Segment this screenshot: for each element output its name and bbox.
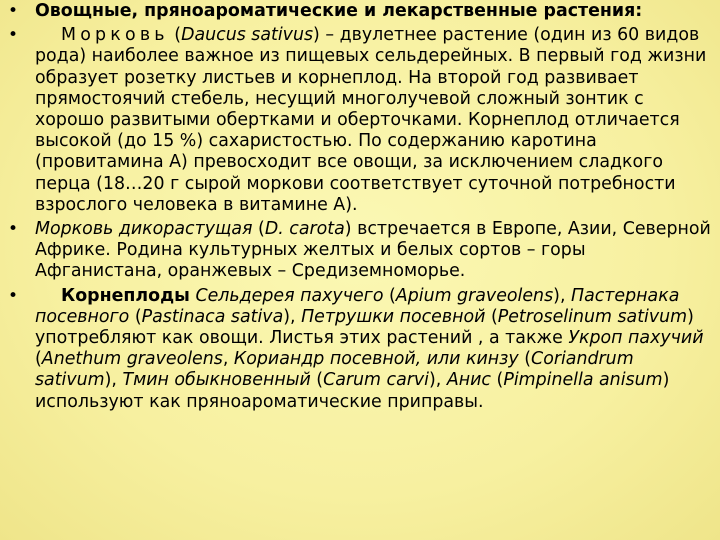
bullet-icon: • xyxy=(8,1,19,21)
latin-name: Petroselinum sativum xyxy=(497,306,688,327)
list-item xyxy=(8,219,713,283)
paren: ( xyxy=(252,219,265,240)
text-fragment: ), xyxy=(553,285,571,306)
bullet-icon: • xyxy=(8,25,19,46)
plant-name: Морковь дикорастущая xyxy=(35,219,253,240)
latin-name: Apium graveolens xyxy=(395,285,554,306)
latin-name: D. carota xyxy=(264,219,345,240)
plant-name: Сельдерея пахучего xyxy=(195,285,384,306)
text-fragment: ( xyxy=(485,306,498,327)
latin-name: Coriandrum sativum xyxy=(35,349,634,391)
bullet-icon: • xyxy=(8,219,19,240)
text-fragment: ), xyxy=(283,306,302,327)
paragraph-text: ) – двулетнее растение (один из 60 видов рода) наиболее важное из пищевых сельдерейных. В первый год жизни образует розетку листьев и корнеплод. На второй год развивает прямостоячий стебель, несущий многолучевой сложный зонтик с хорошо развитыми обертками и оберточками. Корнеплод отличается высокой (до 15 %) сахаристостью. По содержанию каротина (провитамина А) превосходит все овощи, за исключением сладкого перца (18…20 г сырой моркови соответствует суточной потребности взрослого человека в витамине А). xyxy=(35,25,707,215)
list-item xyxy=(8,25,713,216)
plant-name: Кориандр посевной, или кинзу xyxy=(233,349,519,370)
text-fragment: ( xyxy=(35,349,42,370)
bullet-list xyxy=(8,1,713,416)
text-fragment: ( xyxy=(129,306,142,327)
latin-name: Pastinaca sativa xyxy=(141,306,284,327)
latin-name: Daucus sativus xyxy=(181,25,314,46)
list-item xyxy=(8,1,713,22)
plant-name: Анис xyxy=(446,370,491,391)
plant-name: Укроп пахучий xyxy=(568,328,704,349)
paragraph-text: ) встречается в Европе, Азии, Северной Африке. Родина культурных желтых и белых сортов – горы Афганистана, оранжевых – Средиземноморье. xyxy=(35,219,711,282)
text-fragment: ) употребляют как овощи. Листья этих растений , а также xyxy=(35,306,694,349)
paren: ( xyxy=(168,25,182,46)
plant-name: Тмин обыкновенный xyxy=(122,370,311,391)
text-fragment: ( xyxy=(383,285,396,306)
text-fragment: , xyxy=(222,349,234,370)
latin-name: Anethum graveolens xyxy=(41,349,223,370)
section-heading: Овощные, пряноароматические и лекарственные растения: xyxy=(35,1,643,21)
text-fragment: ( xyxy=(310,370,324,391)
plant-name: Пастернака посевного xyxy=(35,285,680,327)
plant-name: Морковь xyxy=(61,25,169,46)
text-fragment: ( xyxy=(518,349,532,370)
text-fragment: ( xyxy=(491,370,504,391)
text-fragment: ), xyxy=(104,370,123,391)
text-fragment: ), xyxy=(429,370,447,391)
latin-name: Pimpinella anisum xyxy=(503,370,663,391)
term-bold: Корнеплоды xyxy=(61,285,190,306)
latin-name: Carum carvi xyxy=(323,370,430,391)
bullet-icon: • xyxy=(8,285,19,306)
text-fragment: ) используют как пряноароматические приправы. xyxy=(35,370,670,412)
plant-name: Петрушки посевной xyxy=(301,306,486,327)
list-item xyxy=(8,286,713,413)
